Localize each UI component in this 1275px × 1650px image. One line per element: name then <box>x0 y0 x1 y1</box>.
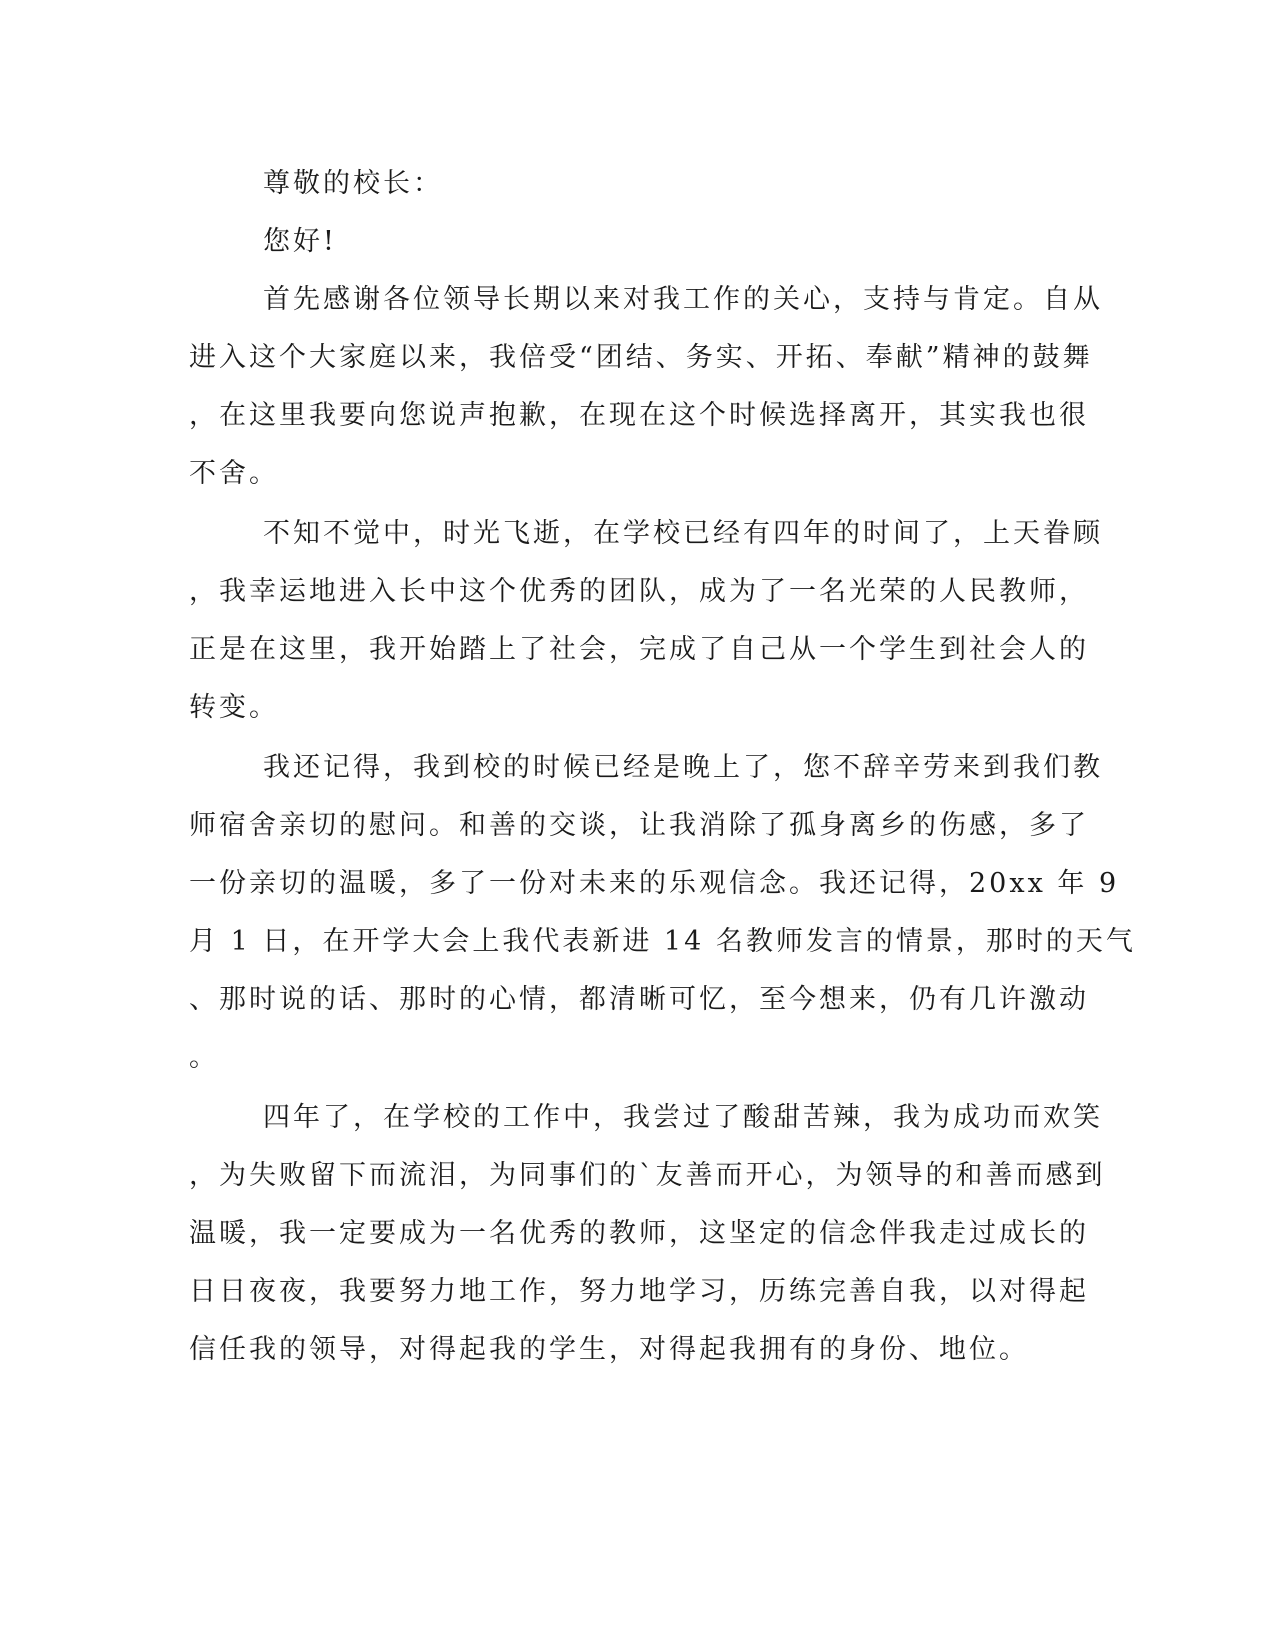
paragraph-2-line: 不知不觉中，时光飞逝，在学校已经有四年的时间了，上天眷顾 <box>263 518 1103 549</box>
paragraph-1-line: ，在这里我要向您说声抱歉，在现在这个时候选择离开，其实我也很 <box>189 400 1089 431</box>
paragraph-3-line: 月 1 日，在开学大会上我代表新进 14 名教师发言的情景，那时的天气 <box>189 926 1136 957</box>
paragraph-3-line: 。 <box>189 1042 219 1073</box>
paragraph-1-line: 进入这个大家庭以来，我倍受“团结、务实、开拓、奉献”精神的鼓舞 <box>189 342 1093 373</box>
paragraph-4-line: 日日夜夜，我要努力地工作，努力地学习，历练完善自我，以对得起 <box>189 1276 1089 1307</box>
paragraph-2-line: 转变。 <box>189 692 279 723</box>
salutation: 尊敬的校长： <box>263 168 443 199</box>
paragraph-4-line: 信任我的领导，对得起我的学生，对得起我拥有的身份、地位。 <box>189 1334 1029 1365</box>
greeting: 您好! <box>263 226 337 257</box>
paragraph-3-line: 师宿舍亲切的慰问。和善的交谈，让我消除了孤身离乡的伤感，多了 <box>189 810 1089 841</box>
paragraph-2-line: ，我幸运地进入长中这个优秀的团队，成为了一名光荣的人民教师， <box>189 576 1089 607</box>
paragraph-4-line: 温暖，我一定要成为一名优秀的教师，这坚定的信念伴我走过成长的 <box>189 1218 1089 1249</box>
paragraph-4-line: 四年了，在学校的工作中，我尝过了酸甜苦辣，我为成功而欢笑 <box>263 1102 1103 1133</box>
paragraph-3-line: 我还记得，我到校的时候已经是晚上了，您不辞辛劳来到我们教 <box>263 752 1103 783</box>
paragraph-3-line: 、那时说的话、那时的心情，都清晰可忆，至今想来，仍有几许激动 <box>189 984 1089 1015</box>
paragraph-4-line: ，为失败留下而流泪，为同事们的`友善而开心，为领导的和善而感到 <box>189 1160 1106 1191</box>
paragraph-1-line: 首先感谢各位领导长期以来对我工作的关心，支持与肯定。自从 <box>263 284 1103 315</box>
paragraph-3-line: 一份亲切的温暖，多了一份对未来的乐观信念。我还记得，20xx 年 9 <box>189 868 1120 899</box>
paragraph-1-line: 不舍。 <box>189 458 279 489</box>
paragraph-2-line: 正是在这里，我开始踏上了社会，完成了自己从一个学生到社会人的 <box>189 634 1089 665</box>
